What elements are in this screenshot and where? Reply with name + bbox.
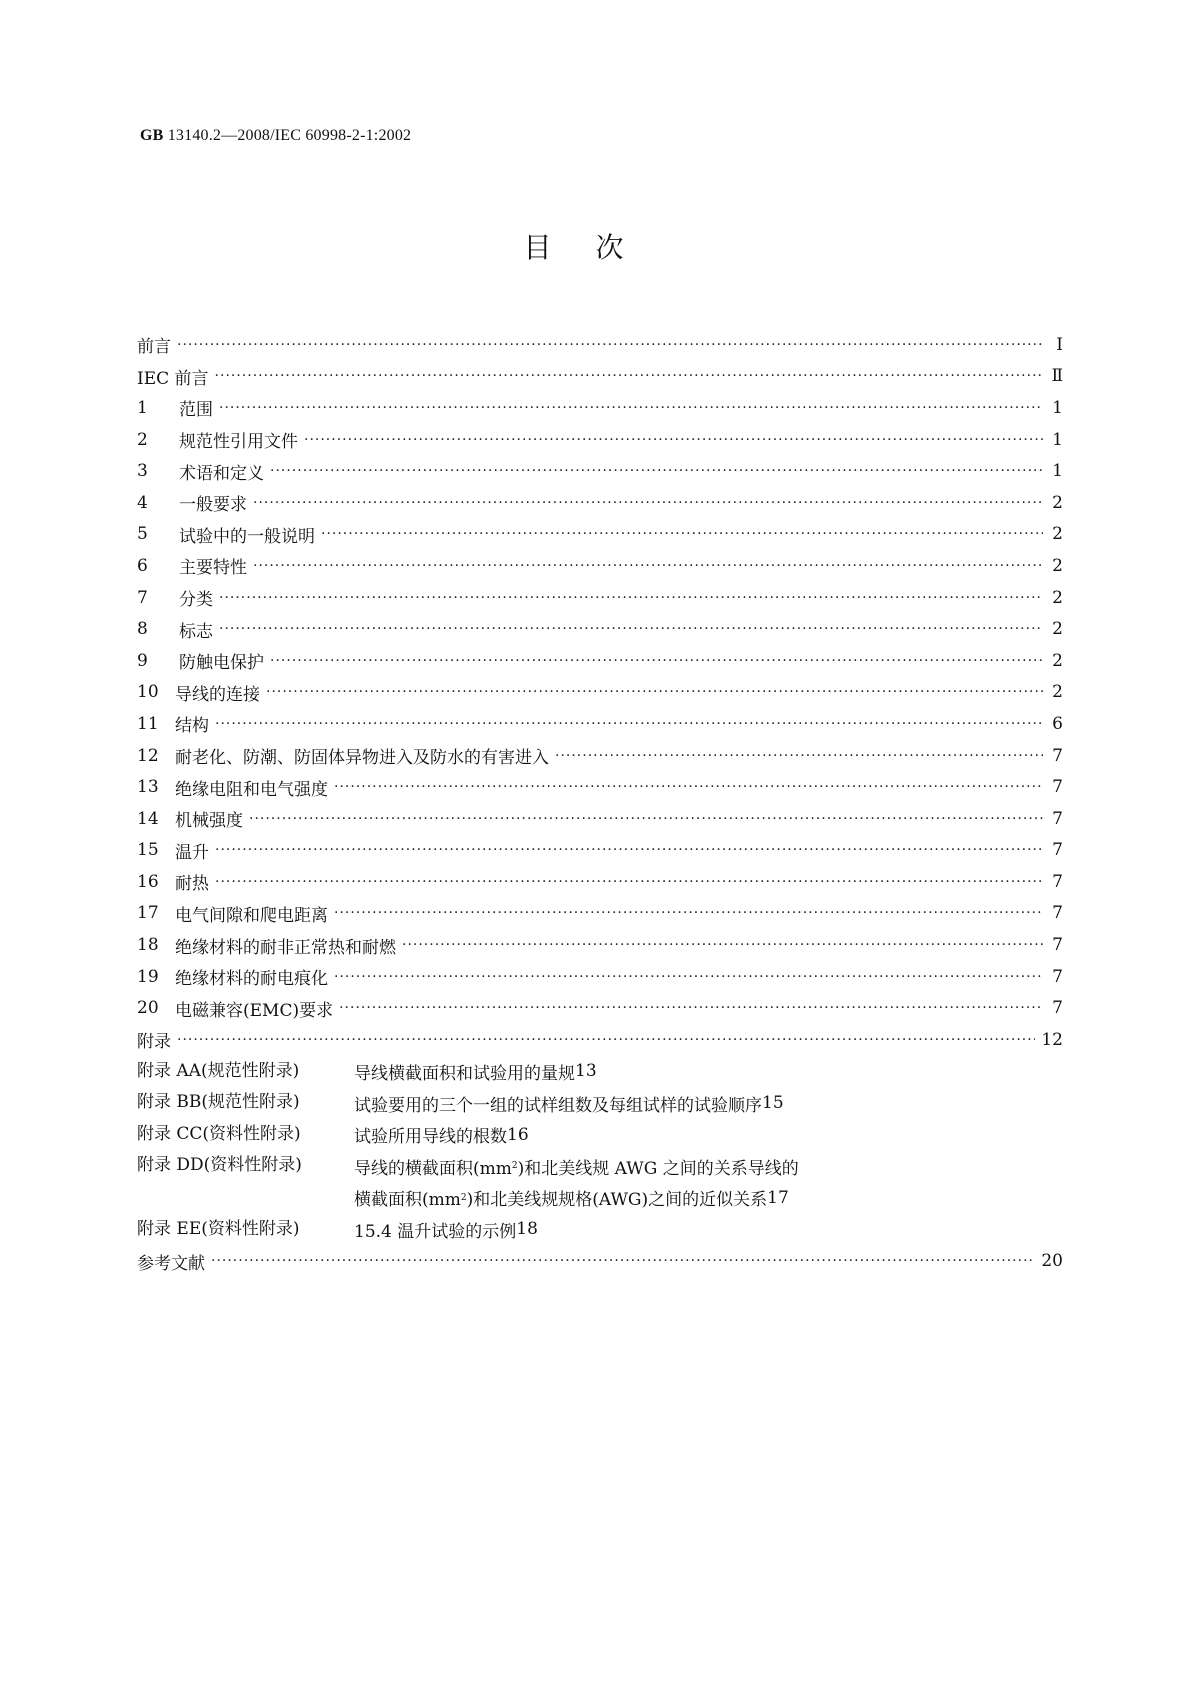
toc-entry-label: 一般要求 (179, 495, 247, 516)
toc-entry-label: 温升 (175, 842, 209, 863)
page-number: 2 (1052, 492, 1063, 513)
toc-entry-label: 耐热 (175, 874, 209, 895)
toc-entry-annex-ee[interactable] (137, 1214, 1063, 1246)
toc-entry-number: 2 (137, 429, 148, 450)
toc-entry-label: 标志 (179, 621, 213, 642)
toc-entry-number: 20 (137, 998, 159, 1019)
annex-title-part: )和北美线规规格(AWG)之间的近似关系 (466, 1190, 768, 1211)
toc-entry-number: 18 (137, 935, 159, 956)
dot-leader (215, 842, 1043, 858)
toc-entry-label: 防触电保护 (179, 653, 264, 674)
page-number: 13 (575, 1061, 597, 1082)
dot-leader (339, 1000, 1043, 1016)
dot-leader (402, 937, 1043, 953)
dot-leader (219, 400, 1043, 416)
dot-leader (334, 779, 1043, 795)
toc-entry[interactable] (137, 455, 1063, 487)
toc-entry-number: 7 (137, 587, 148, 608)
annex-title-part: 导线的横截面积(mm (354, 1158, 512, 1179)
dot-leader (215, 368, 1043, 384)
toc-entry-annex-aa[interactable] (137, 1056, 1063, 1088)
table-of-contents (137, 329, 1063, 1277)
page-number: 7 (1052, 777, 1063, 798)
dot-leader (304, 432, 1043, 448)
toc-entry-label: 规范性引用文件 (179, 432, 298, 453)
toc-entry[interactable] (137, 487, 1063, 519)
toc-entry-label: 分类 (179, 590, 213, 611)
annex-title: 试验要用的三个一组的试样组数及每组试样的试验顺序 (354, 1095, 762, 1116)
dot-leader (321, 526, 1043, 542)
toc-entry[interactable] (137, 929, 1063, 961)
toc-entry-label: 电磁兼容(EMC)要求 (175, 1000, 334, 1021)
toc-entry-label: 导线的连接 (175, 684, 260, 705)
page-number: 2 (1052, 555, 1063, 576)
dot-leader (249, 811, 1043, 827)
toc-entry[interactable] (137, 740, 1063, 772)
toc-entry-number: 9 (137, 650, 148, 671)
toc-entry[interactable] (137, 992, 1063, 1024)
toc-entry-number: 10 (137, 682, 159, 703)
toc-entry-number: 11 (137, 713, 159, 734)
toc-entry-label: 绝缘材料的耐非正常热和耐燃 (175, 937, 396, 958)
annex-title: 导线横截面积和试验用的量规 (354, 1063, 575, 1084)
toc-entry[interactable] (137, 329, 1063, 361)
toc-entry[interactable] (137, 771, 1063, 803)
toc-entry[interactable] (137, 677, 1063, 709)
toc-entry[interactable] (137, 424, 1063, 456)
toc-entry-label: 范围 (179, 400, 213, 421)
dot-leader (555, 748, 1043, 764)
annex-prefix: 附录 BB(规范性附录) (137, 1092, 300, 1113)
page-number: 1 (1052, 397, 1063, 418)
dot-leader (253, 495, 1043, 511)
page-number: 7 (1052, 871, 1063, 892)
toc-entry-label: 参考文献 (137, 1253, 205, 1274)
toc-entry[interactable] (137, 361, 1063, 393)
page-number: 7 (1052, 935, 1063, 956)
page-number: 7 (1052, 840, 1063, 861)
page-number: 1 (1052, 429, 1063, 450)
page-number: Ⅰ (1056, 334, 1063, 355)
toc-entry[interactable] (137, 708, 1063, 740)
toc-entry-label: 附录 (137, 1032, 171, 1053)
annex-title: 15.4 温升试验的示例 (354, 1221, 517, 1242)
dot-leader (177, 1032, 1035, 1048)
annex-title-line-1: 导线的横截面积(mm 2 )和北美线规 AWG 之间的关系导线的 (354, 1150, 1063, 1182)
annex-prefix: 附录 CC(资料性附录) (137, 1123, 301, 1144)
annex-title-line-2: 横截面积(mm 2 )和北美线规规格(AWG)之间的近似关系 17 (354, 1182, 1063, 1214)
page-number: 6 (1052, 713, 1063, 734)
toc-entry-label: 耐老化、防潮、防固体异物进入及防水的有害进入 (175, 748, 549, 769)
page-number: Ⅱ (1051, 366, 1063, 387)
toc-entry-annex-dd[interactable] (137, 1150, 1063, 1213)
toc-entry[interactable] (137, 803, 1063, 835)
page-number: 18 (516, 1219, 538, 1240)
toc-entry-annex-cc[interactable] (137, 1119, 1063, 1151)
toc-entry[interactable] (137, 550, 1063, 582)
standard-prefix: GB (140, 127, 164, 144)
toc-entry-number: 6 (137, 555, 148, 576)
page-number: 12 (1041, 1029, 1063, 1050)
toc-entry-number: 15 (137, 840, 159, 861)
dot-leader (177, 337, 1043, 353)
annex-prefix: 附录 EE(资料性附录) (137, 1218, 300, 1239)
dot-leader (270, 653, 1043, 669)
page-number: 2 (1052, 682, 1063, 703)
dot-leader (334, 905, 1043, 921)
page-number: 15 (762, 1093, 784, 1114)
toc-entry[interactable] (137, 866, 1063, 898)
toc-entry-number: 5 (137, 524, 148, 545)
toc-entry-number: 19 (137, 966, 159, 987)
annex-title-part: )和北美线规 AWG 之间的关系导线的 (517, 1158, 799, 1179)
dot-leader (266, 684, 1043, 700)
page-number: 1 (1052, 461, 1063, 482)
annex-title: 试验所用导线的根数 (354, 1127, 507, 1148)
page-number: 2 (1052, 587, 1063, 608)
toc-entry[interactable] (137, 519, 1063, 551)
page-number: 7 (1052, 998, 1063, 1019)
toc-entry-number: 12 (137, 745, 159, 766)
toc-entry-number: 1 (137, 397, 148, 418)
annex-title-part: 横截面积(mm (354, 1190, 461, 1211)
page-number: 20 (1041, 1251, 1063, 1272)
toc-entry-label: 结构 (175, 716, 209, 737)
standard-code: 13140.2—2008/IEC 60998-2-1:2002 (167, 127, 412, 144)
toc-entry-label: 术语和定义 (179, 463, 264, 484)
annex-prefix: 附录 AA(规范性附录) (137, 1060, 300, 1081)
toc-entry-label: 电气间隙和爬电距离 (175, 905, 328, 926)
toc-entry-number: 14 (137, 808, 159, 829)
toc-entry-label: 主要特性 (179, 558, 247, 579)
toc-entry[interactable] (137, 898, 1063, 930)
toc-entry[interactable] (137, 392, 1063, 424)
toc-entry[interactable] (137, 1024, 1063, 1056)
page-number: 7 (1052, 808, 1063, 829)
annex-prefix: 附录 DD(资料性附录) (137, 1155, 302, 1176)
page-number: 16 (507, 1124, 529, 1145)
toc-entry[interactable] (137, 645, 1063, 677)
dot-leader (270, 463, 1043, 479)
toc-entry-label: 机械强度 (175, 811, 243, 832)
dot-leader (219, 621, 1043, 637)
dot-leader (334, 969, 1043, 985)
toc-entry-number: 17 (137, 903, 159, 924)
toc-entry-number: 16 (137, 871, 159, 892)
toc-entry-label: 试验中的一般说明 (179, 526, 315, 547)
toc-entry[interactable] (137, 961, 1063, 993)
page-number: 7 (1052, 745, 1063, 766)
toc-entry[interactable] (137, 835, 1063, 867)
toc-entry[interactable] (137, 613, 1063, 645)
dot-leader (211, 1253, 1035, 1269)
toc-entry-label: 绝缘材料的耐电痕化 (175, 969, 328, 990)
toc-entry-number: 4 (137, 492, 148, 513)
page-number: 7 (1052, 903, 1063, 924)
toc-entry-number: 8 (137, 619, 148, 640)
page-number: 2 (1052, 524, 1063, 545)
dot-leader (219, 590, 1043, 606)
toc-entry-references[interactable] (137, 1245, 1063, 1277)
toc-entry-number: 13 (137, 777, 159, 798)
page-number: 2 (1052, 619, 1063, 640)
page-number: 2 (1052, 650, 1063, 671)
toc-entry-number: 3 (137, 461, 148, 482)
toc-entry-label: 前言 (137, 337, 171, 358)
annex-list (137, 1056, 1063, 1246)
page-title: 目次 (523, 231, 668, 264)
page-number: 7 (1052, 966, 1063, 987)
page-number: 17 (767, 1187, 789, 1208)
dot-leader (215, 716, 1043, 732)
standard-header (140, 127, 411, 145)
dot-leader (215, 874, 1043, 890)
toc-entry-label: 绝缘电阻和电气强度 (175, 779, 328, 800)
dot-leader (253, 558, 1043, 574)
toc-entry-annex-bb[interactable] (137, 1087, 1063, 1119)
toc-entry-label: IEC 前言 (137, 368, 209, 389)
toc-entry[interactable] (137, 582, 1063, 614)
